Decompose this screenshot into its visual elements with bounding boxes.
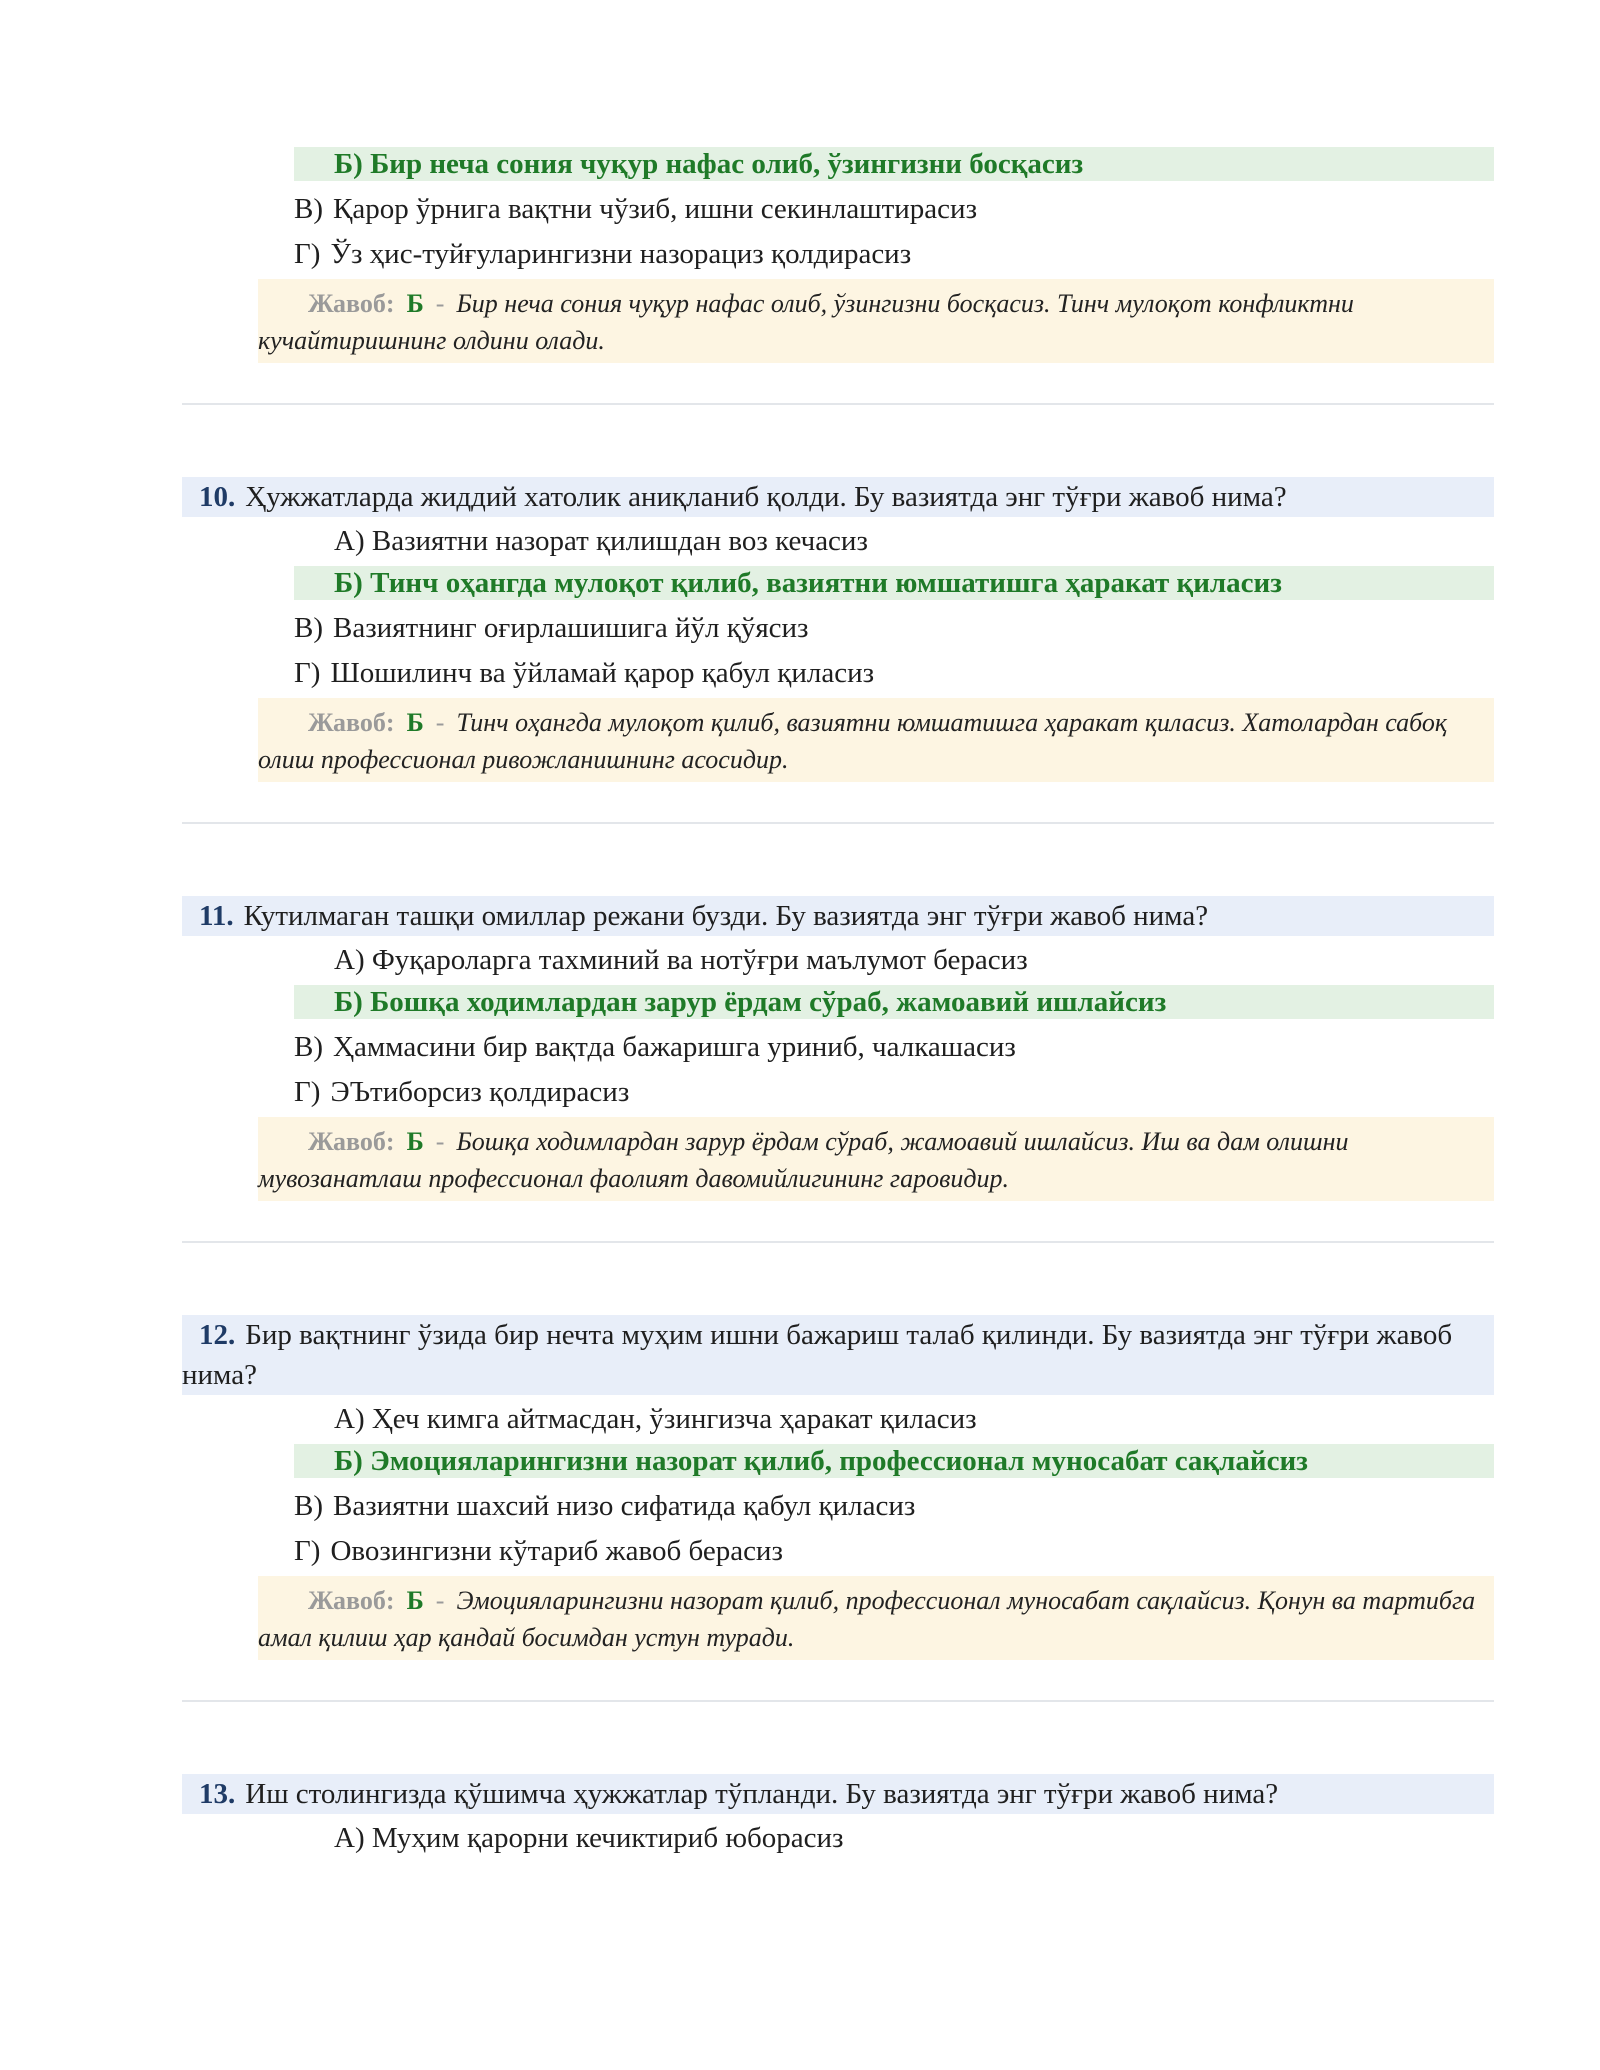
option-g — [182, 1531, 1494, 1571]
divider — [182, 1700, 1494, 1702]
question-number: 11. — [199, 900, 234, 932]
option-text: Ўз ҳис-туйғуларингизни назорациз қолдирасиз — [330, 238, 912, 270]
option-v — [182, 189, 1494, 229]
answer-text: Бошқа ходимлардан зарур ёрдам сўраб, жамоавий ишлайсиз. Иш ва дам олишни мувозанатлаш профессионал фаолият давомийлигининг гаровидир. — [258, 1127, 1349, 1193]
option-letter: Г) — [294, 238, 321, 270]
option-a: А) Фуқароларга тахминий ва нотўғри маълумот берасиз — [334, 944, 1028, 976]
answer-text: Тинч оҳангда мулоқот қилиб, вазиятни юмшатишга ҳаракат қиласиз. Хатолардан сабоқ олиш профессионал ривожланишнинг асосидир. — [258, 708, 1448, 774]
correct-option: Б) Бошқа ходимлардан зарур ёрдам сўраб, жамоавий ишлайсиз — [294, 985, 1494, 1019]
option-letter: Г) — [294, 657, 321, 689]
answer-dash: - — [435, 1586, 445, 1615]
option-g — [182, 653, 1494, 693]
question-text — [182, 477, 1494, 517]
question-block-11 — [182, 896, 1494, 1201]
answer-text: Бир неча сония чуқур нафас олиб, ўзингизни босқасиз. Тинч мулоқот конфликтни кучайтиришнинг олдини олади. — [258, 289, 1354, 355]
option-letter: В) — [294, 1490, 323, 1522]
answer-letter: Б — [406, 708, 424, 737]
option-text: Ҳаммасини бир вақтда бажаришга уриниб, чалкашасиз — [333, 1031, 1016, 1063]
question-body: Иш столингизда қўшимча ҳужжатлар тўпланди. Бу вазиятда энг тўғри жавоб нима? — [245, 1778, 1279, 1810]
option-g — [182, 1072, 1494, 1112]
question-number: 10. — [199, 481, 236, 513]
option-text: Овозингизни кўтариб жавоб берасиз — [330, 1535, 783, 1567]
answer-text: Эмоцияларингизни назорат қилиб, профессионал муносабат сақлайсиз. Қонун ва тартибга амал қилиш ҳар қандай босимдан устун туради. — [258, 1586, 1476, 1652]
divider — [182, 1241, 1494, 1243]
answer-letter: Б — [406, 1586, 424, 1615]
option-v — [182, 1027, 1494, 1067]
answer-label: Жавоб: — [308, 708, 395, 737]
correct-option: Б) Тинч оҳангда мулоқот қилиб, вазиятни юмшатишга ҳаракат қиласиз — [294, 566, 1494, 600]
option-letter: В) — [294, 1031, 323, 1063]
question-text — [182, 896, 1494, 936]
option-letter: Г) — [294, 1535, 321, 1567]
question-body: Бир вақтнинг ўзида бир нечта муҳим ишни бажариш талаб қилинди. Бу вазиятда энг тўғри жавоб нима? — [182, 1319, 1453, 1391]
question-body: Кутилмаган ташқи омиллар режани бузди. Бу вазиятда энг тўғри жавоб нима? — [243, 900, 1209, 932]
option-a: А) Вазиятни назорат қилишдан воз кечасиз — [334, 525, 868, 557]
question-number: 12. — [199, 1319, 236, 1351]
question-block-12 — [182, 1315, 1494, 1660]
option-a: А) Ҳеч кимга айтмасдан, ўзингизча ҳаракат қиласиз — [334, 1403, 977, 1435]
question-text — [182, 1315, 1494, 1395]
answer-dash: - — [435, 708, 445, 737]
answer-dash: - — [435, 1127, 445, 1156]
answer-box — [258, 1576, 1494, 1660]
divider — [182, 403, 1494, 405]
option-text: Шошилинч ва ўйламай қарор қабул қиласиз — [330, 657, 875, 689]
option-v — [182, 608, 1494, 648]
option-text: Вазиятнинг оғирлашишига йўл қўясиз — [333, 612, 809, 644]
answer-letter: Б — [406, 1127, 424, 1156]
question-block-9 — [182, 147, 1494, 363]
question-body: Ҳужжатларда жиддий хатолик аниқланиб қолди. Бу вазиятда энг тўғри жавоб нима? — [245, 481, 1287, 513]
divider — [182, 822, 1494, 824]
answer-box — [258, 1117, 1494, 1201]
option-letter: В) — [294, 612, 323, 644]
question-text — [182, 1774, 1494, 1814]
answer-label: Жавоб: — [308, 1586, 395, 1615]
option-text: Қарор ўрнига вақтни чўзиб, ишни секинлаштирасиз — [333, 193, 978, 225]
correct-option: Б) Эмоцияларингизни назорат қилиб, профессионал муносабат сақлайсиз — [294, 1444, 1494, 1478]
option-letter: В) — [294, 193, 323, 225]
option-g — [182, 234, 1494, 274]
correct-option: Б) Бир неча сония чуқур нафас олиб, ўзингизни босқасиз — [294, 147, 1494, 181]
answer-label: Жавоб: — [308, 1127, 395, 1156]
option-text: ЭЪтиборсиз қолдирасиз — [330, 1076, 630, 1108]
question-block-10 — [182, 477, 1494, 782]
answer-letter: Б — [406, 289, 424, 318]
quiz-page — [182, 144, 1494, 1863]
answer-dash: - — [435, 289, 445, 318]
option-v — [182, 1486, 1494, 1526]
answer-label: Жавоб: — [308, 289, 395, 318]
question-number: 13. — [199, 1778, 236, 1810]
option-a: А) Муҳим қарорни кечиктириб юборасиз — [334, 1822, 844, 1854]
option-letter: Г) — [294, 1076, 321, 1108]
option-text: Вазиятни шахсий низо сифатида қабул қиласиз — [333, 1490, 916, 1522]
question-block-13 — [182, 1774, 1494, 1858]
answer-box — [258, 279, 1494, 363]
answer-box — [258, 698, 1494, 782]
